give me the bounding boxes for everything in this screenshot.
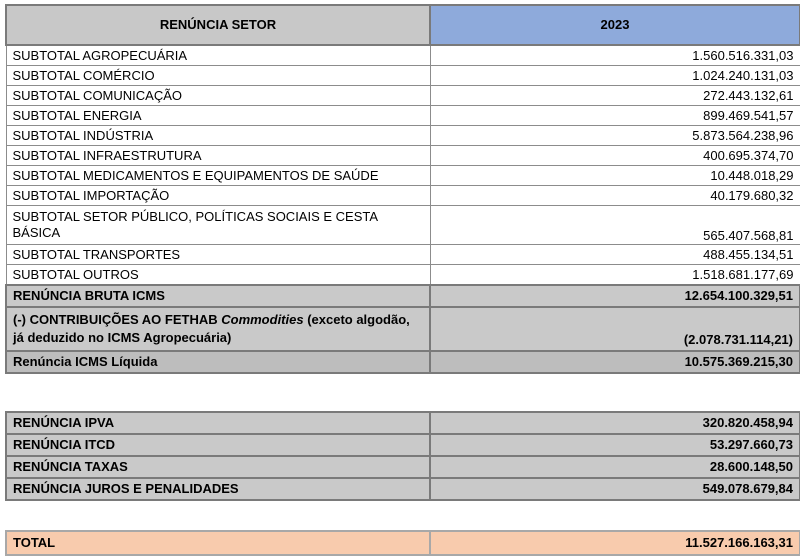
table-row: [6, 45, 800, 66]
row-value: 1.024.240.131,03: [430, 66, 800, 86]
table-header-row: [6, 5, 800, 45]
table-row: [6, 146, 800, 166]
icms-gross-label: RENÚNCIA BRUTA ICMS: [6, 285, 430, 307]
row-label: RENÚNCIA TAXAS: [6, 456, 430, 478]
row-label: SUBTOTAL COMÉRCIO: [6, 66, 430, 86]
table-row: [6, 456, 800, 478]
row-value: 565.407.568,81: [430, 206, 800, 245]
row-value: 899.469.541,57: [430, 106, 800, 126]
row-value: 53.297.660,73: [430, 434, 800, 456]
table-row: [6, 412, 800, 434]
icms-gross-value: 12.654.100.329,51: [430, 285, 800, 307]
row-label: SUBTOTAL IMPORTAÇÃO: [6, 186, 430, 206]
table-row: [6, 434, 800, 456]
icms-gross-row: [6, 285, 800, 307]
row-value: 28.600.148,50: [430, 456, 800, 478]
row-label: SUBTOTAL ENERGIA: [6, 106, 430, 126]
fethab-label: [6, 307, 430, 351]
row-value: 272.443.132,61: [430, 86, 800, 106]
row-label: SUBTOTAL AGROPECUÁRIA: [6, 45, 430, 66]
icms-net-row: [6, 351, 800, 373]
row-label: RENÚNCIA ITCD: [6, 434, 430, 456]
table-row: [6, 265, 800, 286]
row-label: SUBTOTAL SETOR PÚBLICO, POLÍTICAS SOCIAIS E CESTA BÁSICA: [6, 206, 430, 245]
table-row: [6, 66, 800, 86]
fethab-label-suffix: (exceto algodão, já deduzido no ICMS Agropecuária): [13, 312, 410, 345]
table-row: [6, 166, 800, 186]
other-taxes-table: [5, 411, 800, 501]
row-label: SUBTOTAL COMUNICAÇÃO: [6, 86, 430, 106]
header-year: 2023: [430, 5, 800, 45]
row-label: SUBTOTAL TRANSPORTES: [6, 245, 430, 265]
icms-net-label: Renúncia ICMS Líquida: [6, 351, 430, 373]
total-label: TOTAL: [6, 531, 430, 555]
row-value: 1.560.516.331,03: [430, 45, 800, 66]
header-sector: RENÚNCIA SETOR: [6, 5, 430, 45]
row-label: SUBTOTAL OUTROS: [6, 265, 430, 286]
row-label: SUBTOTAL INDÚSTRIA: [6, 126, 430, 146]
row-label: SUBTOTAL MEDICAMENTOS E EQUIPAMENTOS DE SAÚDE: [6, 166, 430, 186]
table-row: [6, 86, 800, 106]
fethab-value: (2.078.731.114,21): [430, 307, 800, 351]
row-label: RENÚNCIA JUROS E PENALIDADES: [6, 478, 430, 500]
row-value: 400.695.374,70: [430, 146, 800, 166]
table-row: [6, 478, 800, 500]
row-value: 549.078.679,84: [430, 478, 800, 500]
icms-net-value: 10.575.369.215,30: [430, 351, 800, 373]
fethab-row: [6, 307, 800, 351]
table-row: [6, 186, 800, 206]
total-row: [6, 531, 800, 555]
row-value: 488.455.134,51: [430, 245, 800, 265]
total-value: 11.527.166.163,31: [430, 531, 800, 555]
row-value: 320.820.458,94: [430, 412, 800, 434]
row-value: 5.873.564.238,96: [430, 126, 800, 146]
row-label: SUBTOTAL INFRAESTRUTURA: [6, 146, 430, 166]
row-label: RENÚNCIA IPVA: [6, 412, 430, 434]
fethab-label-italic: Commodities: [221, 312, 304, 327]
table-row: [6, 245, 800, 265]
table-row: [6, 126, 800, 146]
row-value: 1.518.681.177,69: [430, 265, 800, 286]
renuncia-setor-table: [5, 4, 800, 374]
table-row: [6, 106, 800, 126]
fethab-label-prefix: (-) CONTRIBUIÇÕES AO FETHAB: [13, 312, 222, 327]
table-row: [6, 206, 800, 245]
row-value: 10.448.018,29: [430, 166, 800, 186]
total-table: [5, 530, 800, 556]
row-value: 40.179.680,32: [430, 186, 800, 206]
